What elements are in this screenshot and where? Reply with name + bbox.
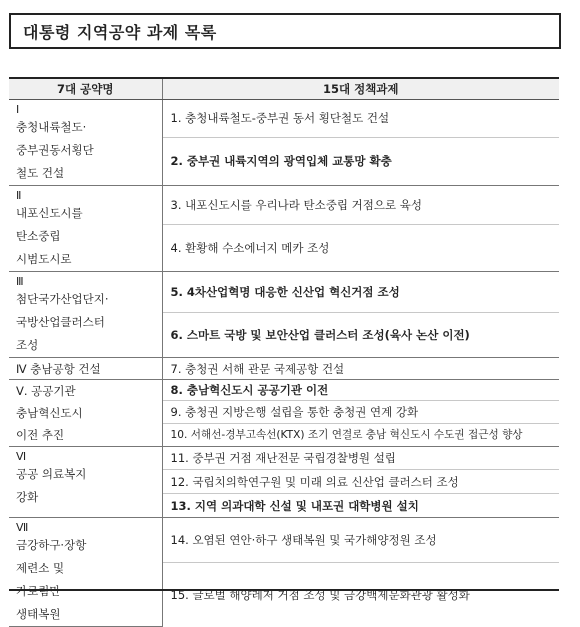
table-row xyxy=(9,186,559,225)
table-row xyxy=(9,100,559,138)
pledge-name-line: 이전 추진 xyxy=(16,428,65,442)
policy-task: 8. 충남혁신도시 공공기관 이전 xyxy=(162,380,559,401)
policy-task: 2. 중부권 내륙지역의 광역입체 교통망 확충 xyxy=(162,137,559,185)
pledge-name-line: 내포신도시를 xyxy=(16,206,83,220)
table-bottom-rule xyxy=(9,589,559,591)
table-row xyxy=(9,447,559,470)
table-row xyxy=(9,272,559,313)
pledge-group-1 xyxy=(9,100,162,186)
policy-task: 12. 국립치의학연구원 및 미래 의료 신산업 클러스터 조성 xyxy=(162,470,559,494)
pledge-group-3 xyxy=(9,272,162,358)
pledge-name-line: 강화 xyxy=(16,490,39,504)
policy-task: 11. 중부권 거점 재난전문 국립경찰병원 설립 xyxy=(162,447,559,470)
table-row xyxy=(9,518,559,563)
pledge-number: Ⅱ xyxy=(16,189,22,202)
policy-task: 15. 글로벌 해양레저 거점 조성 및 금강백제문화관광 활성화 xyxy=(170,587,470,602)
header-pledge-name: 7대 공약명 xyxy=(9,78,162,100)
pledge-name-line: 첨단국가산업단지· xyxy=(16,292,109,306)
policy-task: 6. 스마트 국방 및 보안산업 클러스터 조성(육사 논산 이전) xyxy=(162,313,559,358)
pledge-name-line: 가로림만 xyxy=(16,584,61,598)
pledge-number: Ⅰ xyxy=(16,103,20,116)
pledge-table xyxy=(9,77,559,627)
policy-task: 7. 충청권 서해 관문 국제공항 건설 xyxy=(162,358,559,380)
table-row xyxy=(9,358,559,380)
policy-task: 4. 환황해 수소에너지 메카 조성 xyxy=(162,225,559,272)
pledge-number: Ⅲ xyxy=(16,275,24,288)
policy-task: 5. 4차산업혁명 대응한 신산업 혁신거점 조성 xyxy=(162,272,559,313)
pledge-group-4 xyxy=(9,358,162,380)
pledge-name-line: 철도 건설 xyxy=(16,166,65,180)
pledge-name-line: 생태복원 xyxy=(16,607,61,621)
pledge-name-line: 금강하구·장항 xyxy=(16,538,87,552)
policy-task: 14. 오염된 연안·하구 생태복원 및 국가해양정원 조성 xyxy=(162,518,559,563)
page-title-box xyxy=(9,13,561,49)
policy-task: 1. 충청내륙철도-중부권 동서 횡단철도 건설 xyxy=(162,100,559,138)
pledge-name-line: 조성 xyxy=(16,338,39,352)
pledge-name-line: 시범도시로 xyxy=(16,252,72,266)
policy-task: 3. 내포신도시를 우리나라 탄소중립 거점으로 육성 xyxy=(162,186,559,225)
page-title: 대통령 지역공약 과제 목록 xyxy=(23,22,217,42)
pledge-name-line: 중부권동서횡단 xyxy=(16,143,94,157)
pledge-group-6 xyxy=(9,447,162,518)
pledge-number: Ⅵ xyxy=(16,450,27,463)
policy-task: 9. 충청권 지방은행 설립을 통한 충청권 연계 강화 xyxy=(162,401,559,423)
pledge-name-line: 공공 의료복지 xyxy=(16,467,87,481)
pledge-name-line: 충남혁신도시 xyxy=(16,406,83,420)
table-header-row xyxy=(9,78,559,100)
pledge-name-line: 제련소 및 xyxy=(16,561,65,575)
policy-task: 13. 지역 의과대학 신설 및 내포권 대학병원 설치 xyxy=(162,494,559,518)
pledge-group-2 xyxy=(9,186,162,272)
policy-task: 10. 서해선-경부고속선(KTX) 조기 연결로 충남 혁신도시 수도권 접근성 향상 xyxy=(162,423,559,446)
table-row xyxy=(9,380,559,401)
pledge-name-line: Ⅳ 충남공항 건설 xyxy=(16,361,101,376)
pledge-number: Ⅶ xyxy=(16,521,29,534)
pledge-group-5 xyxy=(9,380,162,447)
pledge-group-7 xyxy=(9,518,162,627)
pledge-name-line: 국방산업클러스터 xyxy=(16,315,105,329)
pledge-name-line: 탄소중립 xyxy=(16,229,61,243)
pledge-name-line: 충청내륙철도· xyxy=(16,120,87,134)
pledge-name-line: Ⅴ. 공공기관 xyxy=(16,384,76,398)
header-policy-task: 15대 정책과제 xyxy=(162,78,559,100)
